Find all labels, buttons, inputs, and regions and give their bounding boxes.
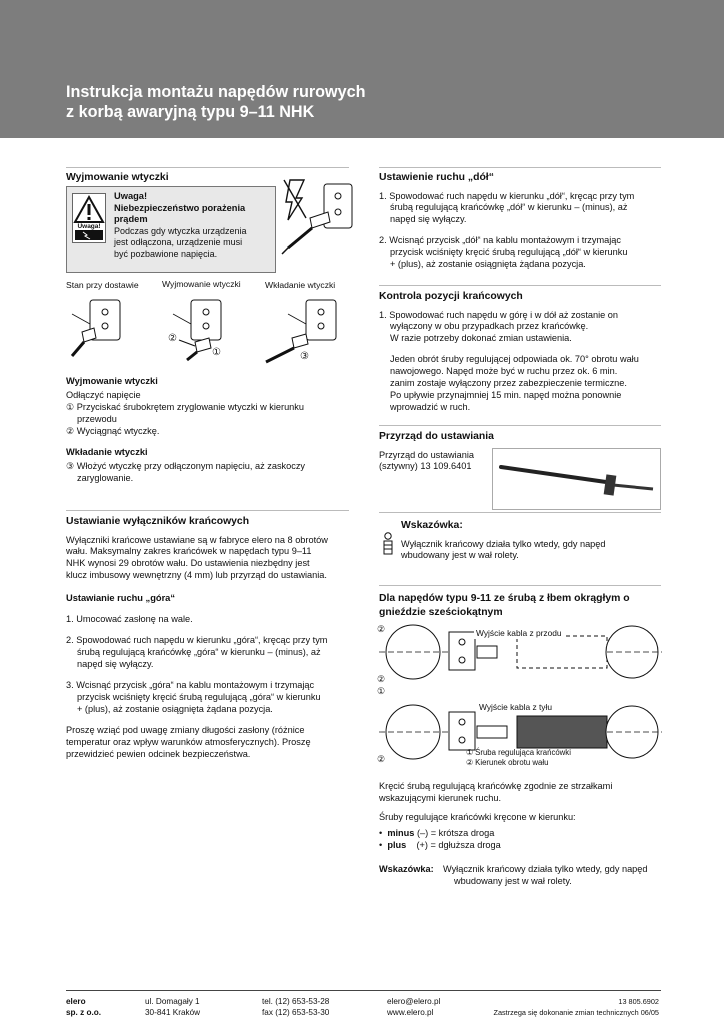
- legend-rotation: ② Kierunek obrotu wału: [466, 758, 549, 767]
- tool-text1: Przyrząd do ustawiania: [379, 449, 474, 460]
- hint-text1: Wyłącznik krańcowy działa tylko wtedy, gdy napęd: [401, 538, 606, 549]
- footer-company-type: sp. z o.o.: [66, 1008, 102, 1017]
- footer-website[interactable]: www.elero.pl: [387, 1008, 434, 1017]
- control-note2: nawojowego. Napęd może być w ruchu przez ok. 6 min.: [390, 366, 618, 377]
- up-step3c: + (plus), aż zostanie osiągnięta żądana pozycja.: [77, 704, 273, 715]
- info-icon: [381, 532, 395, 560]
- up-step1: 1. Umocować zasłonę na wale.: [66, 614, 193, 625]
- bullet-plus-text: (+) = dgłuższa droga: [416, 839, 501, 850]
- section-remove-plug-title: Wyjmowanie wtyczki: [66, 172, 169, 183]
- remove-plug-step1b: przewodu: [77, 413, 117, 424]
- divider: [66, 510, 349, 511]
- bullet-minus: • minus (–) = krótsza droga: [379, 827, 495, 838]
- footer-city: 30-841 Kraków: [145, 1008, 201, 1017]
- footer-phone: tel. (12) 653-53-28: [262, 997, 330, 1006]
- bullet-plus: • plus (+) = dgłuższa droga: [379, 839, 501, 850]
- control-note3: zanim zostaje wyłączony przez zabezpieczenie termiczne.: [390, 378, 627, 389]
- hint2-text2: wbudowany jest w wał rolety.: [454, 875, 572, 886]
- hex-heading-line2: gnieździe sześciokątnym: [379, 606, 503, 618]
- up-step3a: 3. Wcisnąć przycisk „góra“ na kablu montażowym i trzymając: [66, 680, 315, 691]
- diagram-marker-2-mid: ②: [377, 674, 386, 684]
- remove-plug-step2: ② Wyciągnąć wtyczkę.: [66, 425, 160, 436]
- divider: [379, 512, 661, 513]
- page-title: [66, 82, 366, 122]
- voltage-plug-figure: [280, 178, 360, 272]
- caption-inserting-plug: Wkładanie wtyczki: [265, 280, 336, 290]
- caption-delivery-state: Stan przy dostawie: [66, 280, 139, 290]
- down-step2c: + (plus), aż zostanie osiągnięta żądana pozycja.: [390, 259, 586, 270]
- hex-text3: Śruby regulujące krańcówki kręcone w kierunku:: [379, 811, 576, 822]
- warning-text-1: Podczas gdy wtyczka urządzenia: [114, 225, 247, 236]
- footer-street: ul. Domagały 1: [145, 997, 200, 1006]
- hex-text2: wskazującymi kierunek ruchu.: [379, 792, 502, 803]
- bullet-minus-text: (–) = krótsza droga: [416, 827, 495, 838]
- control-heading: Kontrola pozycji krańcowych: [379, 291, 523, 302]
- footer-divider: [66, 990, 661, 991]
- limit-switch-p2: wału. Maksymalny zakres krańcówek w napędach typu 9–11: [66, 546, 312, 557]
- footer-note: Zastrzega się dokonanie zmian technicznych 06/05: [493, 1008, 659, 1017]
- diagram-marker-2-top: ②: [377, 624, 386, 634]
- up-note1: Proszę wziąć pod uwagę zmiany długości zasłony (różnice: [66, 725, 305, 736]
- legend-screw: ① Śruba regulująca krańcówki: [466, 748, 571, 757]
- hex-heading-line1: Dla napędów typu 9-11 ze śrubą z łbem okrągłym o: [379, 593, 630, 604]
- down-step2a: 2. Wcisnąć przycisk „dół“ na kablu montażowym i trzymając: [379, 235, 622, 246]
- control-step1a: 1. Spowodować ruch napędu w górę i w dół aż zostanie on: [379, 309, 619, 320]
- footer-email[interactable]: elero@elero.pl: [387, 997, 441, 1006]
- limit-switch-p4: klucz imbusowy wewnętrzny (4 mm) lub przyrząd do ustawiania.: [66, 570, 327, 581]
- hint2-label: Wskazówka:: [379, 864, 434, 874]
- control-step1c: W razie potrzeby dokonać zmian ustawienia.: [390, 333, 572, 344]
- warning-box: [66, 186, 276, 273]
- warning-icon: [72, 193, 106, 243]
- footer-doc-number: 13 805.6902: [618, 997, 659, 1006]
- label-cable-back: Wyjście kabla z tyłu: [479, 702, 552, 712]
- hex-text1: Kręcić śrubą regulującą krańcówkę zgodnie ze strzałkami: [379, 781, 613, 791]
- title-line-2: z korbą awaryjną typu 9–11 NHK: [66, 103, 315, 121]
- bullet-plus-label: plus: [387, 839, 407, 850]
- limit-switch-p1: Wyłączniki krańcowe ustawiane są w fabryce elero na 8 obrotów: [66, 534, 328, 545]
- up-step2a: 2. Spowodować ruch napędu w kierunku „góra“, kręcąc przy tym: [66, 635, 328, 646]
- down-setting-heading: Ustawienie ruchu „dół“: [379, 172, 494, 183]
- down-step1a: 1. Spowodować ruch napędu w kierunku „dół“, kręcąc przy tym: [379, 190, 635, 201]
- down-step1c: napęd się wyłączy.: [390, 214, 467, 225]
- tool-heading: Przyrząd do ustawiania: [379, 431, 494, 442]
- remove-plug-heading: Wyjmowanie wtyczki: [66, 376, 158, 386]
- warning-title: Uwaga!: [114, 191, 148, 201]
- limit-switch-heading: Ustawianie wyłączników krańcowych: [66, 516, 250, 527]
- figure-inserting-plug: [262, 294, 352, 370]
- label-cable-front: Wyjście kabla z przodu: [476, 628, 562, 638]
- warning-subtitle-1: Niebezpieczeństwo porażenia: [114, 202, 246, 213]
- title-line-1: Instrukcja montażu napędów rurowych: [66, 83, 366, 101]
- footer-company: elero: [66, 997, 86, 1006]
- bullet-minus-label: minus: [387, 827, 415, 838]
- tool-text2: (sztywny) 13 109.6401: [379, 461, 472, 472]
- up-step3b: przycisk wciśnięty kręcić śrubą regulującą „góra“ w kierunku: [77, 692, 321, 703]
- warning-text-2: jest odłączona, urządzenie musi: [114, 237, 243, 247]
- divider: [379, 167, 661, 168]
- adjustment-tool-image: [492, 448, 661, 510]
- divider: [379, 285, 661, 286]
- insert-plug-step1a: ③ Włożyć wtyczkę przy odłączonym napięciu, aż zaskoczy: [66, 460, 306, 471]
- diagram-marker-1-mid: ①: [377, 686, 386, 696]
- high-voltage-icon: [284, 180, 306, 220]
- figure-removing-plug: [165, 294, 250, 368]
- divider: [66, 167, 349, 168]
- divider: [379, 425, 661, 426]
- remove-plug-step1a: ① Przyciskać śrubokrętem zryglowanie wtyczki w kierunku: [66, 402, 304, 413]
- header-band: [0, 0, 724, 138]
- insert-plug-step1b: zaryglowanie.: [77, 472, 134, 483]
- caption-removing-plug: Wyjmowanie wtyczki: [162, 279, 241, 289]
- hint-heading: Wskazówka:: [401, 520, 463, 531]
- limit-switch-p3: NHK wynosi 29 obrotów wału. Do ustawienia niezbędny jest: [66, 558, 310, 569]
- insert-plug-heading: Wkładanie wtyczki: [66, 446, 148, 457]
- remove-plug-intro: Odłączyć napięcie: [66, 390, 141, 401]
- marker-1: ①: [212, 347, 221, 358]
- hint-text2: wbudowany jest w wał rolety.: [401, 550, 519, 561]
- warning-icon-label: Uwaga!: [77, 223, 101, 230]
- down-step1b: śrubą regulującą krańcówkę „dół“ w kierunku – (minus), aż: [390, 202, 628, 213]
- marker-2: ②: [168, 333, 177, 344]
- figure-delivery-state: [68, 294, 148, 368]
- up-note2: temperatur oraz wpływ warunków atmosferycznych). Proszę: [66, 737, 311, 748]
- diagram-marker-2-bottom: ②: [377, 754, 386, 764]
- up-step2c: napęd się wyłączy.: [77, 659, 154, 670]
- control-note4: Po upływie przynajmniej 15 min. napęd można ponownie: [390, 390, 622, 401]
- down-step2b: przycisk wciśnięty kręcić śrubą regulującą „dół“ w kierunku: [390, 247, 628, 258]
- warning-subtitle-2: prądem: [114, 214, 148, 224]
- up-note3: przewidzieć pewien odcinek bezpieczeństwa.: [66, 748, 251, 759]
- marker-3: ③: [300, 351, 309, 362]
- up-setting-heading: Ustawianie ruchu „góra“: [66, 593, 176, 604]
- footer-fax: fax (12) 653-53-30: [262, 1008, 330, 1017]
- control-note5: wprowadzić w ruch.: [390, 402, 471, 413]
- warning-text-3: być pozbawione napięcia.: [114, 248, 218, 259]
- control-step1b: wyłączony w obu przypadkach przez krańcówkę.: [390, 321, 589, 332]
- control-note1: Jeden obrót śruby regulującej odpowiada ok. 70° obrotu wału: [390, 354, 639, 365]
- up-step2b: śrubą regulującą krańcówkę „góra“ w kierunku – (minus), aż: [77, 647, 321, 658]
- divider: [379, 585, 661, 586]
- hint2-text1: Wyłącznik krańcowy działa tylko wtedy, gdy napęd: [443, 864, 648, 874]
